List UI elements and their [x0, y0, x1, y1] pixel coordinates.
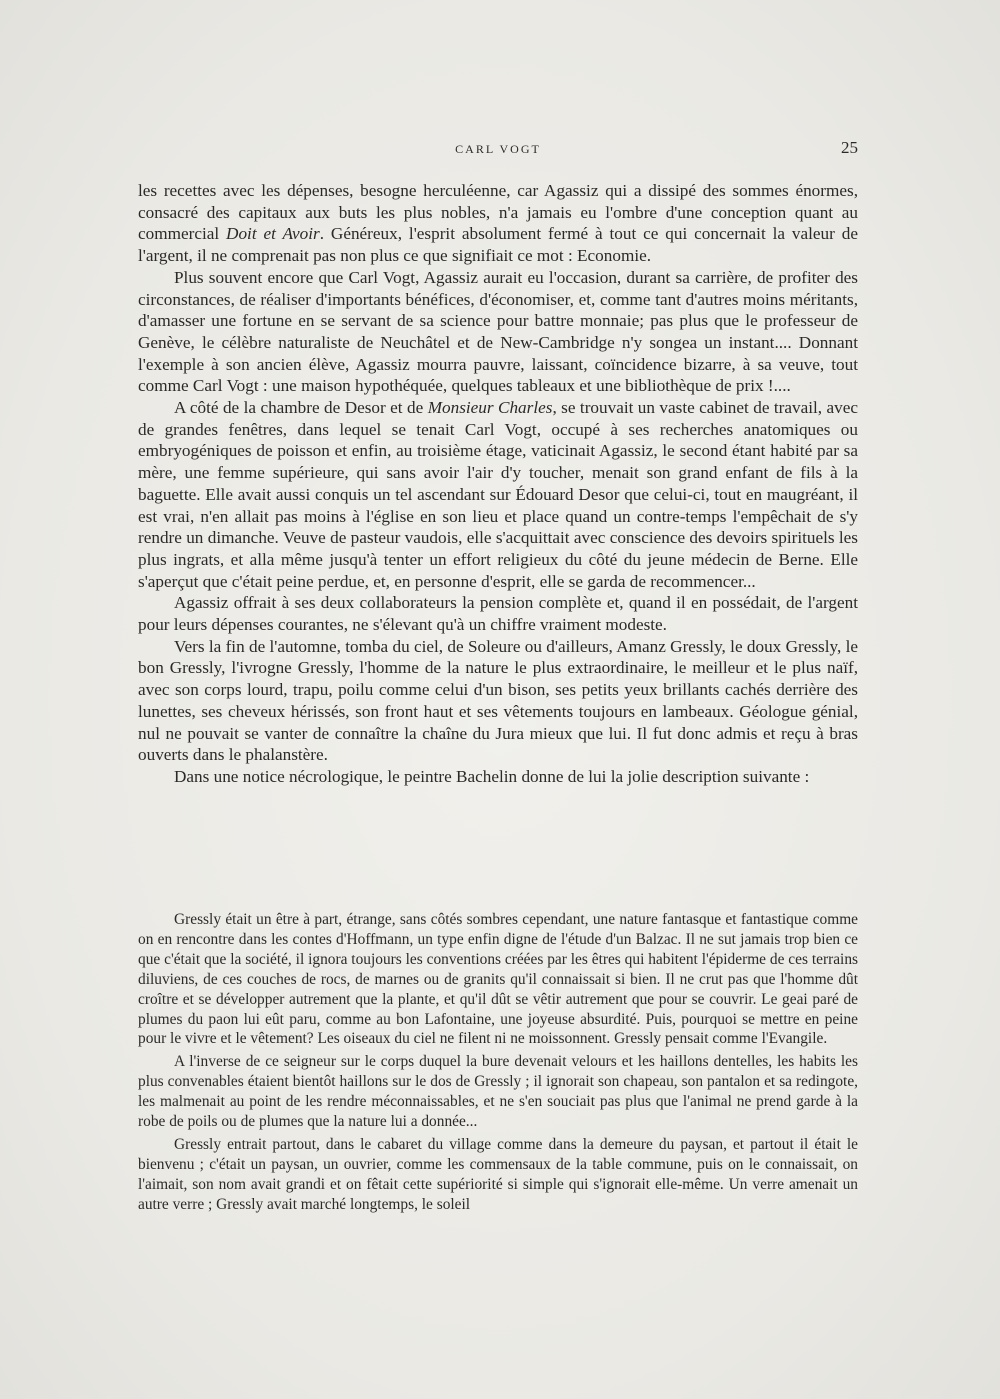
- running-title: CARL VOGT: [455, 142, 541, 156]
- page-number: 25: [841, 138, 858, 157]
- running-head: [138, 136, 858, 160]
- paragraph-text: les recettes avec les dépenses, besogne herculéenne, car Agassiz qui a dissipé des sommes énormes, consacré des capitaux aux buts les plus nobles, n'a jamais eu l'ombre d'une conception quant au commercial: [138, 181, 858, 244]
- paragraph: Plus souvent encore que Carl Vogt, Agassiz aurait eu l'occasion, durant sa carrière, de profiter des circonstances, de réaliser d'importants bénéfices, d'économiser, et, comme tant d'autres moins méritants, d'amasser une fortune en se servant de sa science pour battre monnaie; pas plus que le professeur de Genève, le célèbre naturaliste de Neuchâtel et de New-Cambridge n'y songea un instant.... Donnant l'exemple à son ancien élève, Agassiz mourra pauvre, laissant, coïncidence bizarre, à sa veuve, tout comme Carl Vogt : une maison hypothéquée, quelques tableaux et une bibliothèque de prix !....: [138, 267, 858, 396]
- paragraph: Vers la fin de l'automne, tomba du ciel, de Soleure ou d'ailleurs, Amanz Gressly, le doux Gressly, le bon Gressly, l'ivrogne Gressly, l'homme de la nature le plus extraordinaire, le meilleur et le plus naïf, avec son corps lourd, trapu, poilu comme celui d'un bison, ses petits yeux brillants cachés derrière des lunettes, ses cheveux hérissés, son front haut et ses vêtements toujours en lambeaux. Géologue génial, nul ne pouvait se vanter de connaître la chaîne du Jura mieux que lui. Il fut donc admis et reçu à bras ouverts dans le phalanstère.: [138, 636, 858, 765]
- paragraph: Agassiz offrait à ses deux collaborateurs la pension complète et, quand il en possédait, de l'argent pour leurs dépenses courantes, ne s'élevant qu'à un chiffre vraiment modeste.: [138, 593, 858, 635]
- paragraph-text: . Généreux, l'esprit absolument fermé à tout ce qui concernait la valeur de l'argent, il ne comprenait pas non plus ce que signifiait ce mot : Economie.: [138, 224, 859, 266]
- block-quote: [138, 910, 858, 1215]
- quote-paragraph: A l'inverse de ce seigneur sur le corps duquel la bure devenait velours et les haillons dentelles, les habits les plus convenables étaient bientôt haillons sur le dos de Gressly ; il ignorait son chapeau, son pantalon et sa redingote, les malmenait au point de les rendre méconnaissables, et ne s'en souciait pas plus que l'animal ne prend garde à la robe de poils ou de plumes que la nature lui a donnée...: [138, 1053, 858, 1131]
- paragraph: [138, 397, 858, 592]
- paragraph-text: , se trouvait un vaste cabinet de travail, avec de grandes fenêtres, dans lequel se tenait Carl Vogt, occupé à ses recherches anatomiques ou embryogéniques de poisson et enfin, au troisième étage, vaticinait Agassiz, le second étant habité par sa mère, une femme supérieure, qui sans avoir l'air d'y toucher, menait son grand enfant de fils à la baguette. Elle avait aussi conquis un tel ascendant sur Édouard Desor que celui-ci, tout en maugréant, il est vrai, n'en allait pas moins à l'église en son lieu et place quand un contre-temps l'empêchait de s'y rendre un dimanche. Veuve de pasteur vaudois, elle s'acquittait avec conscience des devoirs spirituels les plus ingrats, et alla même jusqu'à tenter un effort religieux du côté du jeune médecin de Berne. Elle s'aperçut que c'était peine perdue, et, en personne d'esprit, elle se garda de recommencer...: [138, 398, 859, 591]
- main-text: [138, 180, 858, 788]
- paragraph: Dans une notice nécrologique, le peintre Bachelin donne de lui la jolie description suivante :: [174, 766, 810, 786]
- quote-paragraph: Gressly était un être à part, étrange, sans côtés sombres cependant, une nature fantasque et fantastique comme on en rencontre dans les contes d'Hoffmann, un type enfin digne de l'étude d'un Balzac. Il ne sut jamais trop bien ce que c'était que la société, il ignora toujours les conventions créées par les êtres qui habitent l'épiderme de ces terrains diluviens, de ces couches de rocs, de marnes ou de granits qu'il connaissait si bien. Il ne crut pas que l'homme dût croître et se développer autrement que la plante, et qu'il dût se vêtir autrement que pour se couvrir. Le geai paré de plumes du paon lui eût paru, comme au bon Lafontaine, une joyeuse absurdité. Puis, pourquoi se mettre en peine pour le vivre et le vêtement? Les oiseaux du ciel ne filent ni ne moissonnent. Gressly pensait comme l'Evangile.: [138, 911, 858, 1048]
- paragraph: [138, 180, 858, 267]
- quote-paragraph: Gressly entrait partout, dans le cabaret du village comme dans la demeure du paysan, et partout il était le bienvenu ; c'était un paysan, un ouvrier, comme les commensaux de la table commune, puis on le connaissait, on l'aimait, son nom avait grandi et on fêtait cette supériorité si simple qui s'ignorait elle-même. Un verre amenait un autre verre ; Gressly avait marché longtemps, le soleil: [138, 1135, 858, 1213]
- paragraph-text: A côté de la chambre de Desor et de: [174, 398, 424, 418]
- italic-phrase: Doit et Avoir: [226, 224, 320, 244]
- italic-phrase: Monsieur Charles: [427, 398, 553, 418]
